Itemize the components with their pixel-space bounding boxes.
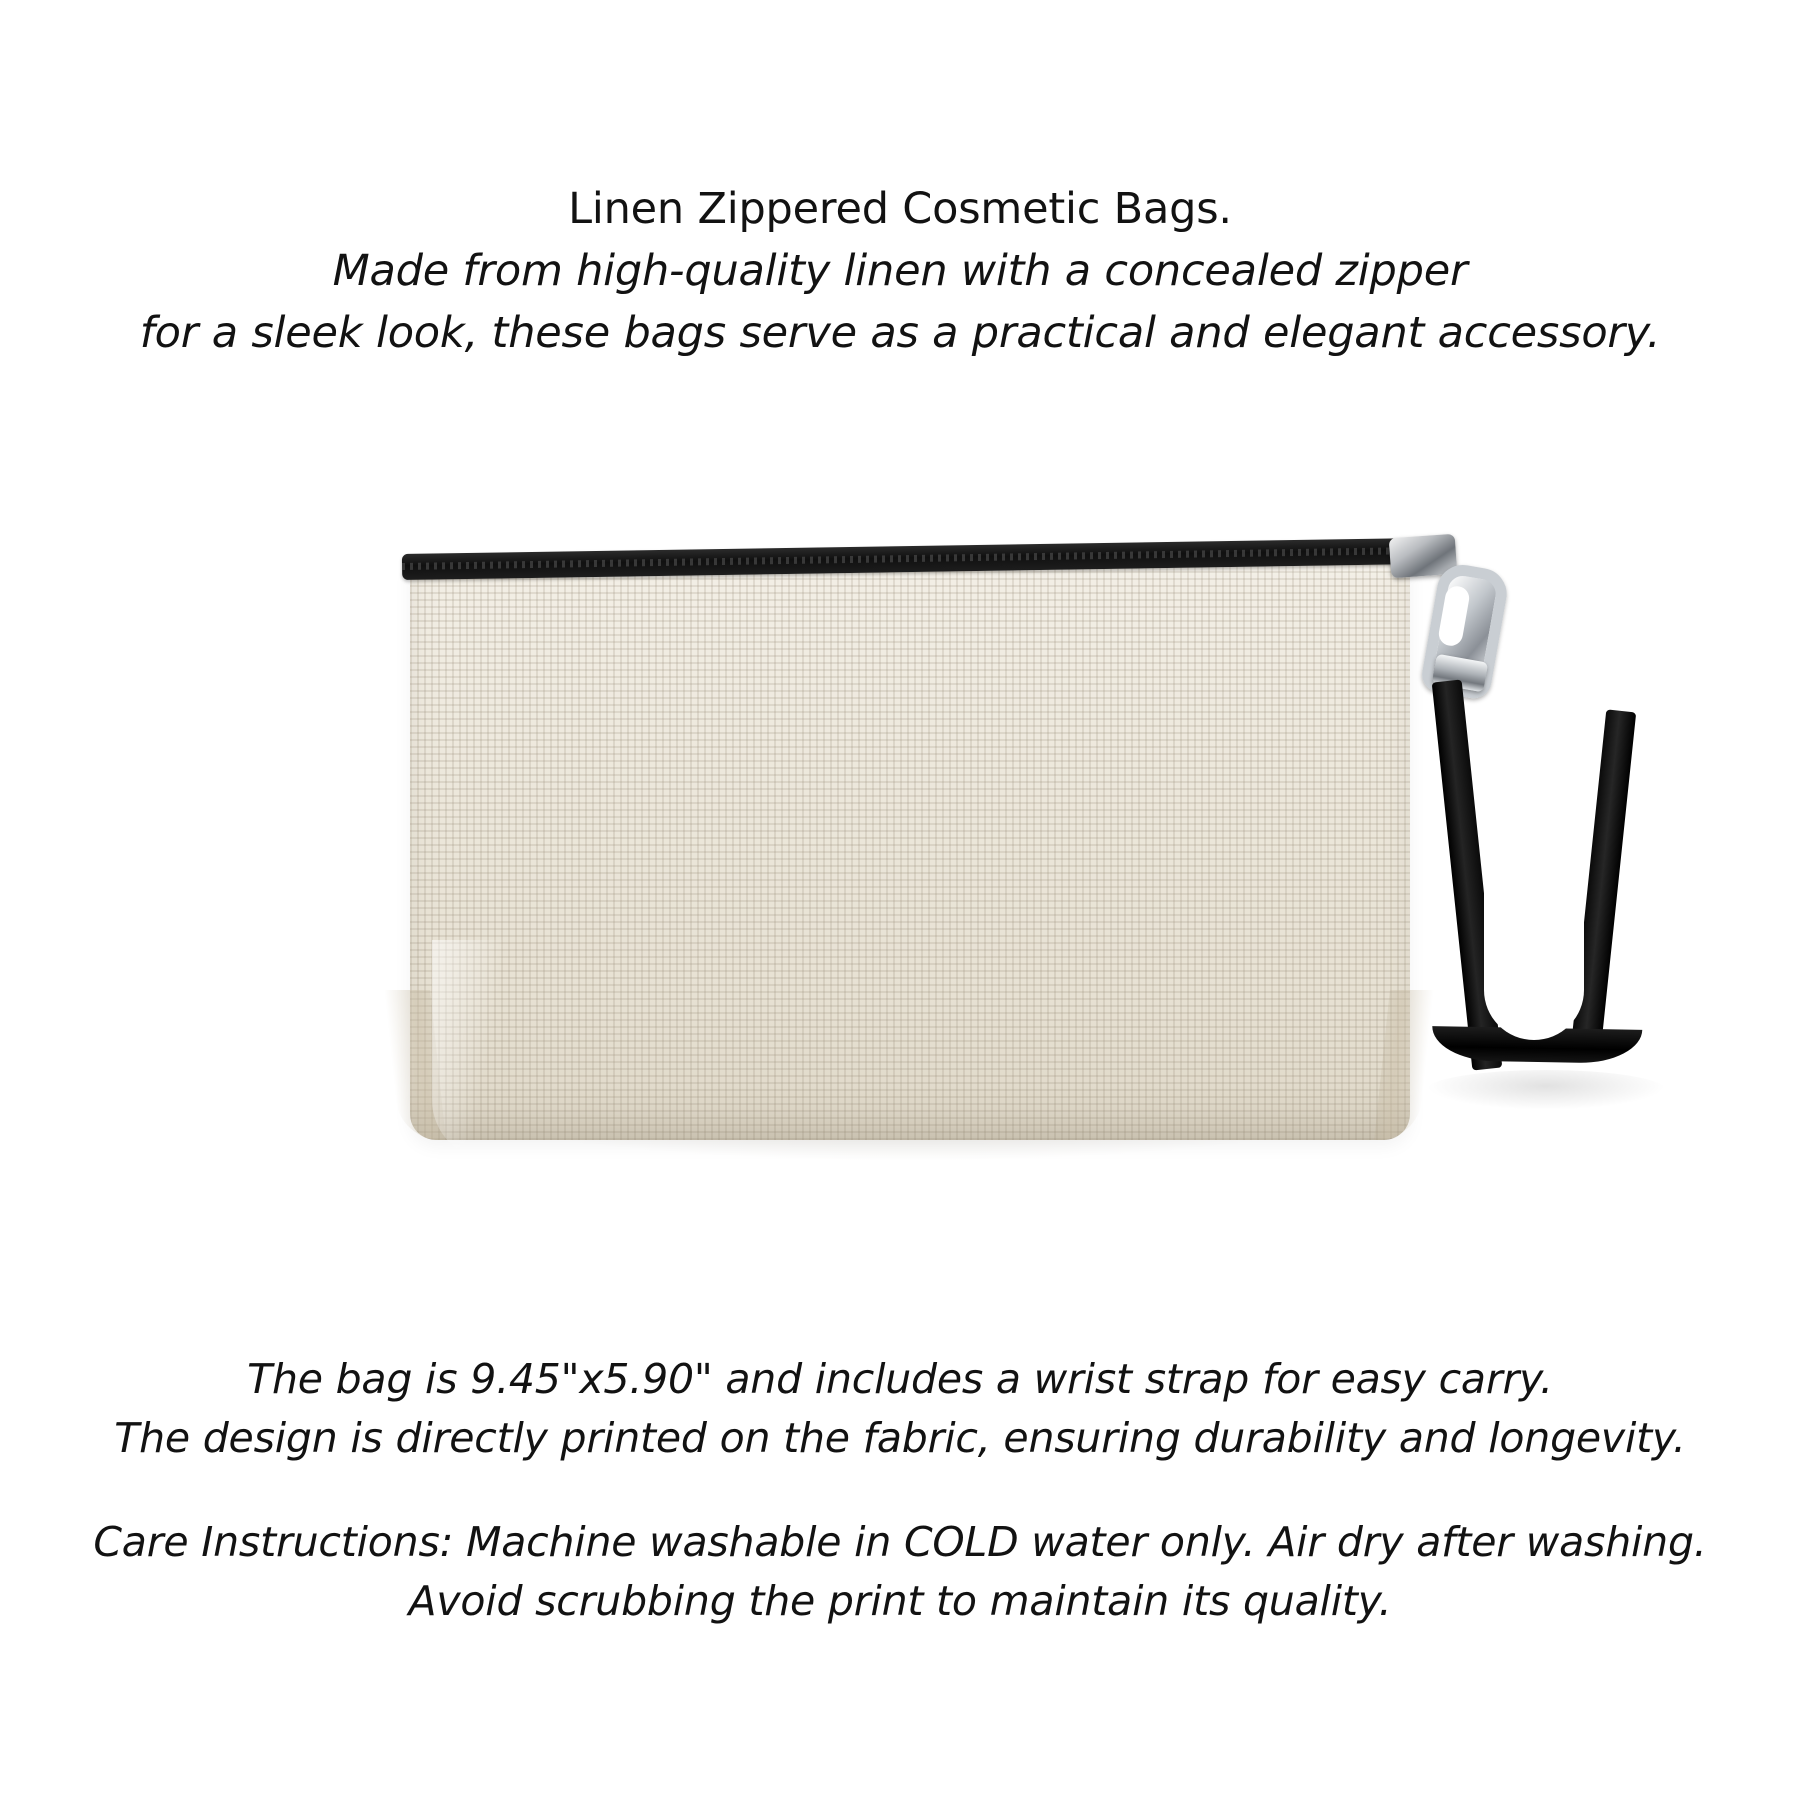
bottom-description-line-2: The design is directly printed on the fabric, ensuring durability and longevity. <box>114 1414 1686 1462</box>
top-description-line-2: Made from high-quality linen with a concealed zipper <box>332 246 1468 296</box>
care-instructions-line-2: Avoid scrubbing the print to maintain its quality. <box>408 1577 1392 1625</box>
care-instructions-line-1: Care Instructions: Machine washable in COLD water only. Air dry after washing. <box>93 1518 1707 1566</box>
product-photo <box>380 530 1710 1210</box>
top-description <box>0 178 1800 364</box>
top-description-line-3: for a sleek look, these bags serve as a practical and elegant accessory. <box>139 308 1661 358</box>
top-description-line-1: Linen Zippered Cosmetic Bags. <box>568 184 1232 234</box>
bottom-description-line-1: The bag is 9.45"x5.90" and includes a wrist strap for easy carry. <box>247 1355 1553 1403</box>
linen-bag-body <box>410 560 1410 1140</box>
bag-fold-highlight <box>432 940 502 1160</box>
strap-loop-opening <box>1484 830 1584 1040</box>
care-instructions <box>0 1513 1800 1631</box>
wrist-strap <box>1410 680 1680 1100</box>
bottom-description <box>0 1350 1800 1468</box>
